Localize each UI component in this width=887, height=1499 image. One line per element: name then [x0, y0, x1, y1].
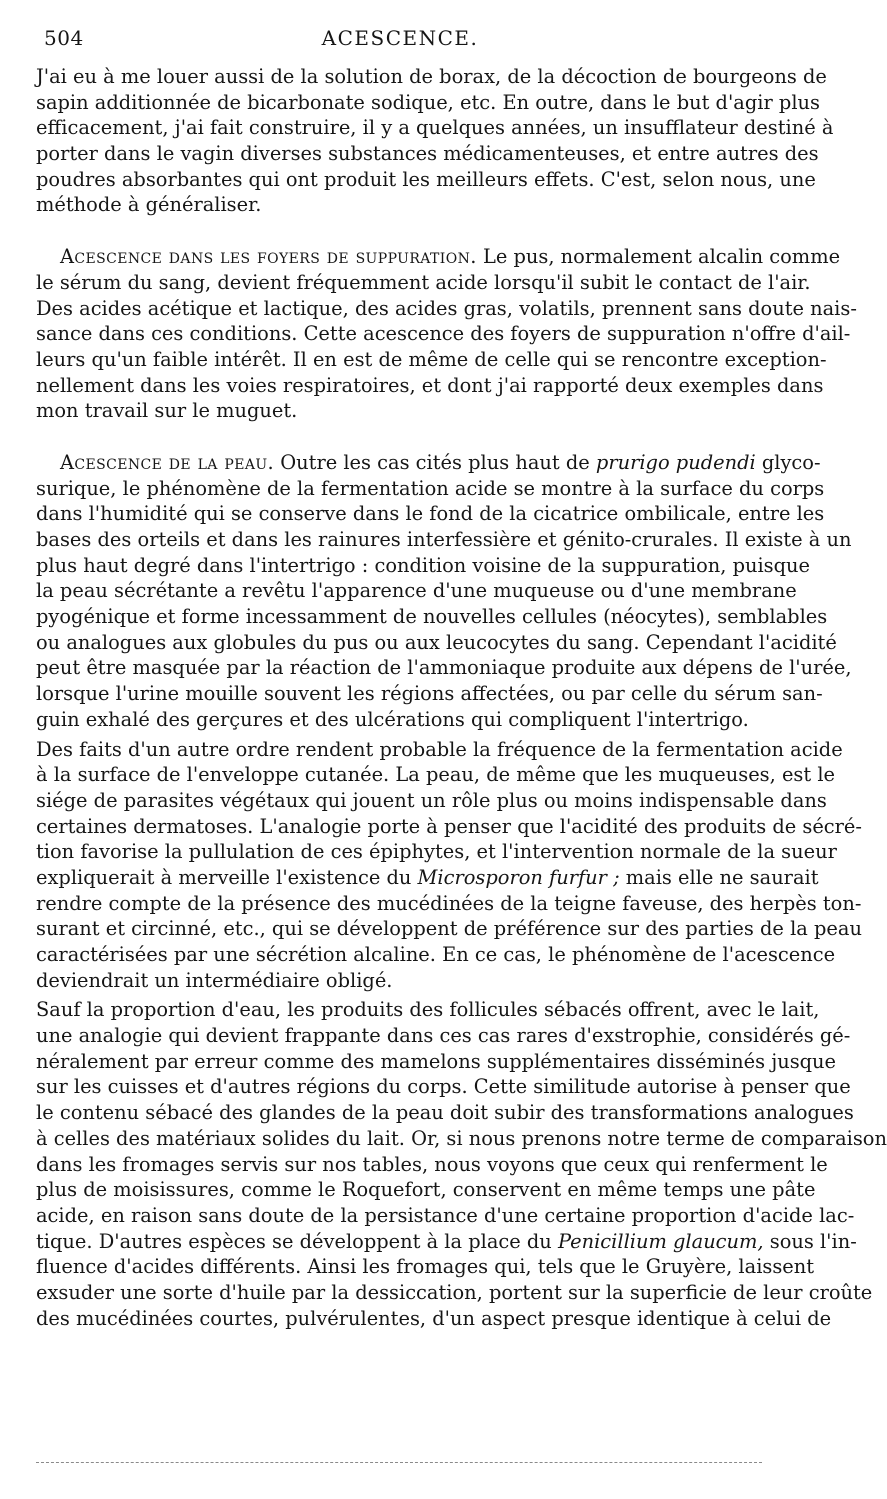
text-line: rendre compte de la présence des mucédinées de la teigne faveuse, des herpès ton-	[36, 891, 862, 915]
page-header	[36, 26, 764, 54]
text-line: fluence d'acides différents. Ainsi les fromages qui, tels que le Gruyère, laissent	[36, 1255, 815, 1279]
paragraph-suppuration	[36, 244, 857, 424]
text-line: à celles des matériaux solides du lait. Or, si nous prenons notre terme de comparaison	[36, 1126, 887, 1150]
text-line: plus haut degré dans l'intertrigo : condition voisine de la suppuration, puisque	[36, 553, 811, 577]
text-line: Acescence de la peau. Outre les cas cités plus haut de prurigo pudendi glyco-	[60, 450, 821, 474]
text-line: leurs qu'un faible intérêt. Il en est de même de celle qui se rencontre exception-	[36, 347, 827, 371]
text-line: des mucédinées courtes, pulvérulentes, d'un aspect presque identique à celui de	[36, 1306, 832, 1330]
text-line: efficacement, j'ai fait construire, il y a quelques années, un insufflateur destiné à	[36, 116, 834, 140]
paragraph-peau	[36, 450, 852, 733]
text-line: Des acides acétique et lactique, des acides gras, volatils, prennent sans doute nais-	[36, 296, 857, 320]
text-line: peut être masquée par la réaction de l'ammoniaque produite aux dépens de l'urée,	[36, 656, 852, 680]
text-line: exsuder une sorte d'huile par la dessiccation, portent sur la superficie de leur croûte	[36, 1280, 873, 1304]
text-line: le sérum du sang, devient fréquemment acide lorsqu'il subit le contact de l'air.	[36, 270, 811, 294]
text-line: mon travail sur le muguet.	[36, 399, 298, 423]
text-line: J'ai eu à me louer aussi de la solution de borax, de la décoction de bourgeons de	[36, 65, 827, 88]
text-line: porter dans le vagin diverses substances médicamenteuses, et entre autres des	[36, 142, 819, 166]
text-line: sapin additionnée de bicarbonate sodique, etc. En outre, dans le but d'agir plus	[36, 90, 820, 114]
text-line: sur les cuisses et d'autres régions du corps. Cette similitude autorise à penser que	[36, 1075, 851, 1099]
text-line: deviendrait un intermédiaire obligé.	[36, 968, 393, 992]
text-line: caractérisées par une sécrétion alcaline. En ce cas, le phénomène de l'acescence	[36, 943, 836, 966]
text-line: expliquerait à merveille l'existence du Microsporon furfur ; mais elle ne saurait	[36, 865, 819, 889]
text-line: Sauf la proportion d'eau, les produits des follicules sébacés offrent, avec le lait,	[36, 998, 820, 1022]
italic-term: Penicillium glaucum,	[557, 1229, 764, 1253]
text-line: surique, le phénomène de la fermentation acide se montre à la surface du corps	[36, 476, 825, 500]
text-line: sance dans ces conditions. Cette acescence des foyers de suppuration n'offre d'ail-	[36, 322, 851, 346]
text-line: une analogie qui devient frappante dans ces cas rares d'exstrophie, considérés gé-	[36, 1024, 851, 1048]
text-line: acide, en raison sans doute de la persistance d'une certaine proportion d'acide lac-	[36, 1203, 855, 1227]
paragraph-sebaces	[36, 997, 887, 1331]
text-line: néralement par erreur comme des mamelons supplémentaires disséminés jusque	[36, 1049, 837, 1073]
page-number: 504	[44, 26, 84, 50]
text-line: nellement dans les voies respiratoires, et dont j'ai rapporté deux exemples dans	[36, 373, 824, 397]
text-line: surant et circinné, etc., qui se développent de préférence sur des parties de la peau	[36, 917, 862, 941]
text-line: Des faits d'un autre ordre rendent probable la fréquence de la fermentation acide	[36, 737, 843, 761]
text-line: poudres absorbantes qui ont produit les meilleurs effets. C'est, selon nous, une	[36, 167, 816, 191]
text-line: à la surface de l'enveloppe cutanée. La peau, de même que les muqueuses, est le	[36, 763, 836, 787]
text-line: tion favorise la pullulation de ces épiphytes, et l'intervention normale de la sueur	[36, 840, 837, 864]
text-line: méthode à généraliser.	[36, 193, 262, 217]
text-line: certaines dermatoses. L'analogie porte à penser que l'acidité des produits de sécré-	[36, 814, 862, 838]
running-title: ACESCENCE.	[321, 26, 479, 50]
text-line: bases des orteils et dans les rainures interfessière et génito-crurales. Il existe à un	[36, 528, 852, 551]
paragraph-parasites	[36, 737, 862, 994]
text-line: Acescence dans les foyers de suppuration. Le pus, normalement alcalin comme	[60, 245, 841, 269]
text-line: le contenu sébacé des glandes de la peau doit subir des transformations analogues	[36, 1101, 854, 1125]
paragraph-borax	[36, 64, 834, 218]
italic-term: Microsporon furfur ;	[417, 865, 620, 889]
text-line: pyogénique et forme incessamment de nouvelles cellules (néocytes), semblables	[36, 605, 828, 629]
section-heading: Acescence de la peau.	[60, 450, 275, 474]
text-line: guin exhalé des gerçures et des ulcérations qui compliquent l'intertrigo.	[36, 707, 749, 731]
text-line: dans les fromages servis sur nos tables, nous voyons que ceux qui renferment le	[36, 1152, 828, 1176]
text-line: plus de moisissures, comme le Roquefort, conservent en même temps une pâte	[36, 1178, 816, 1202]
footer-rule	[36, 1462, 762, 1463]
text-line: dans l'humidité qui se conserve dans le fond de la cicatrice ombilicale, entre les	[36, 502, 825, 526]
text-line: siége de parasites végétaux qui jouent un rôle plus ou moins indispensable dans	[36, 788, 827, 812]
section-heading: Acescence dans les foyers de suppuration.	[60, 245, 477, 269]
body-text	[36, 64, 887, 1331]
text-line: lorsque l'urine mouille souvent les régions affectées, ou par celle du sérum san-	[36, 682, 823, 706]
italic-term: prurigo pudendi	[595, 450, 756, 474]
text-line: tique. D'autres espèces se développent à la place du Penicillium glaucum, sous l'in-	[36, 1229, 857, 1253]
text-line: la peau sécrétante a revêtu l'apparence d'une muqueuse ou d'une membrane	[36, 579, 797, 603]
text-line: ou analogues aux globules du pus ou aux leucocytes du sang. Cependant l'acidité	[36, 630, 837, 654]
